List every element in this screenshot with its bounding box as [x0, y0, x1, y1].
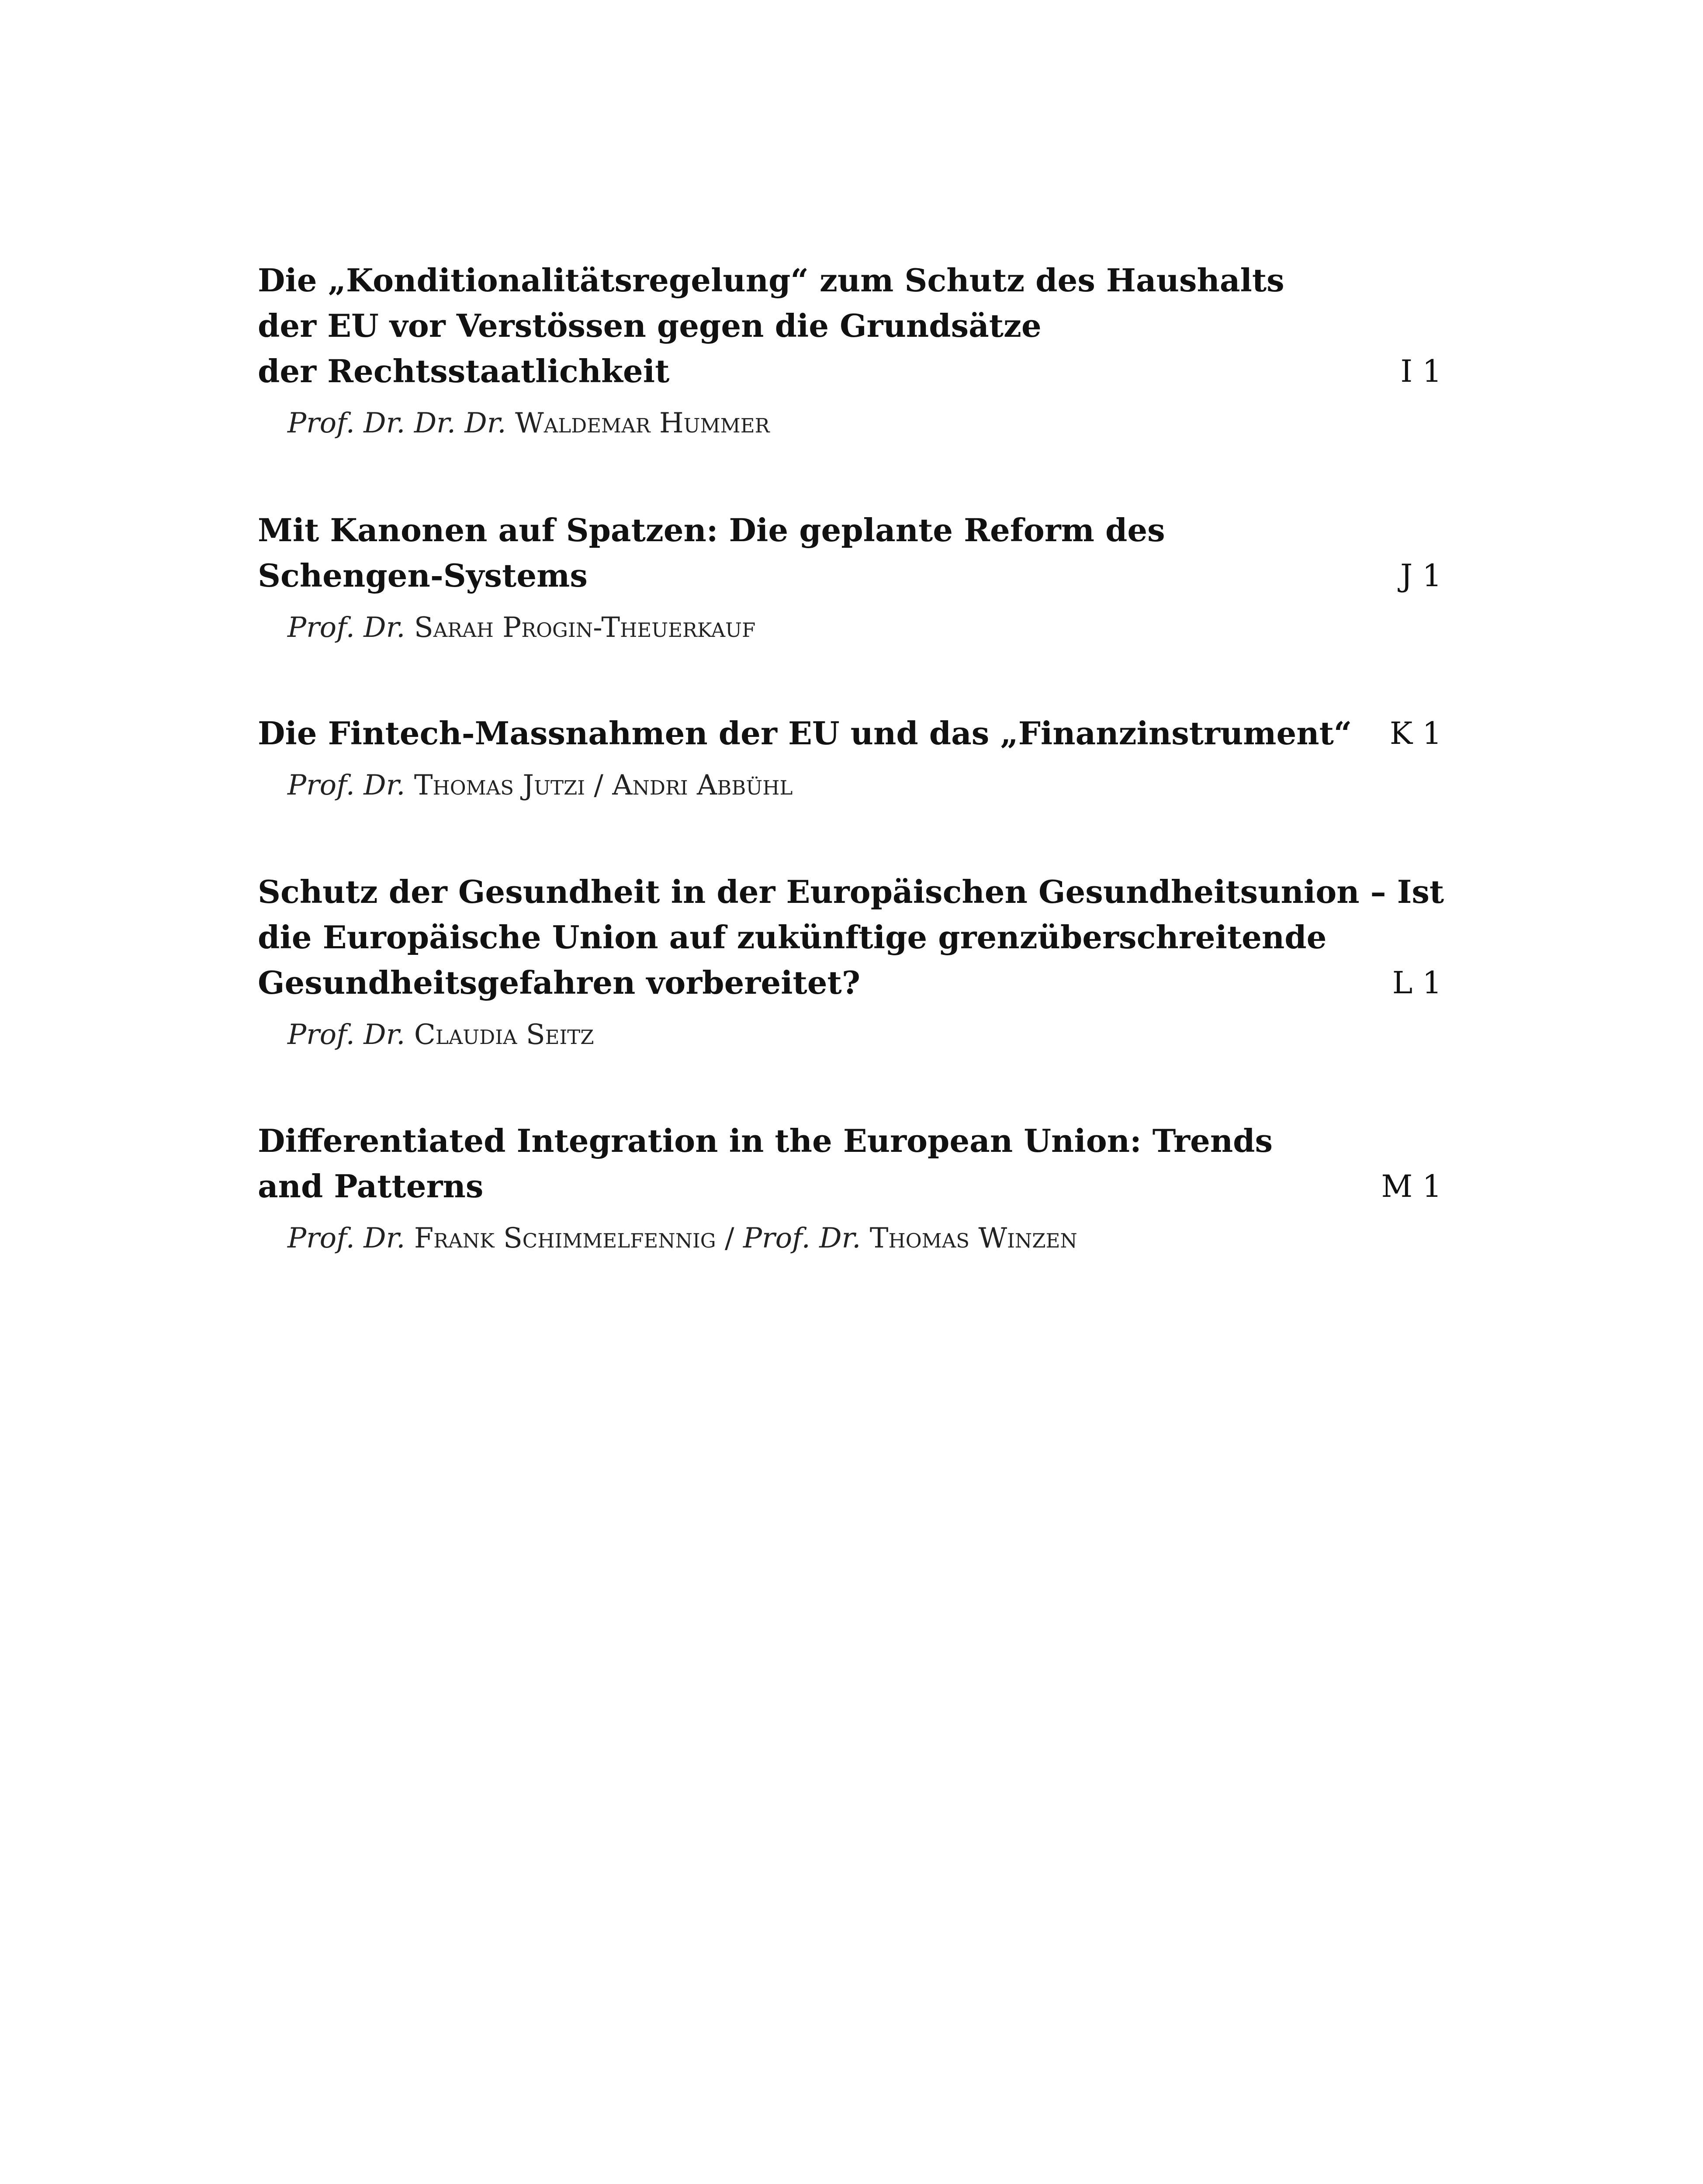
author-separator: /	[725, 1222, 743, 1254]
toc-entry-title-line: Differentiated Integration in the European Union: Trends	[258, 1122, 1273, 1159]
toc-entry-title	[258, 508, 1350, 598]
author-name: Sarah Progin-Theuerkauf	[414, 612, 756, 644]
author-title: Prof. Dr.	[287, 1222, 405, 1254]
author-name: Thomas Jutzi	[414, 769, 585, 802]
author-title: Prof. Dr.	[287, 769, 405, 802]
toc-entry-authors	[287, 1015, 1442, 1054]
toc-entry-1	[258, 258, 1442, 443]
toc-entry-title-line: Die Fintech-Massnahmen der EU und das „Finanzinstrument“	[258, 715, 1352, 752]
toc-entry-ref: J 1	[1400, 558, 1442, 594]
toc-entry-title-line: Schutz der Gesundheit in der Europäischen Gesundheitsunion – Ist	[258, 873, 1444, 910]
author-title: Prof. Dr.	[287, 612, 405, 644]
toc-entry-title-row	[258, 1118, 1442, 1209]
author-title: Prof. Dr. Dr. Dr.	[287, 407, 506, 439]
toc-entry-ref: K 1	[1389, 715, 1442, 751]
toc-entry-title-line: and Patterns	[258, 1168, 484, 1205]
toc-entry-authors	[287, 608, 1442, 647]
author-title: Prof. Dr.	[287, 1019, 405, 1051]
toc-entry-3	[258, 711, 1442, 805]
toc-entry-ref: L 1	[1392, 965, 1442, 1001]
toc-entry-title-row	[258, 258, 1442, 394]
author-name: Waldemar Hummer	[515, 407, 770, 439]
author-name: Frank Schimmelfennig	[414, 1222, 716, 1254]
author-name: Thomas Winzen	[869, 1222, 1077, 1254]
author-name: Claudia Seitz	[414, 1019, 594, 1051]
toc-entry-authors	[287, 404, 1442, 443]
author-separator: /	[594, 769, 613, 802]
toc-entry-title-line: Schengen-Systems	[258, 557, 588, 594]
toc-entry-title-row	[258, 711, 1442, 756]
toc-entry-title-line: Mit Kanonen auf Spatzen: Die geplante Reform des	[258, 511, 1165, 549]
toc-entry-title-line: der Rechtsstaatlichkeit	[258, 352, 670, 390]
toc-entry-authors	[287, 1219, 1442, 1258]
author-title: Prof. Dr.	[743, 1222, 861, 1254]
toc-entry-title-line: Gesundheitsgefahren vorbereitet?	[258, 964, 861, 1001]
toc-entry-ref: M 1	[1381, 1168, 1442, 1204]
toc-entry-title-row	[258, 869, 1442, 1006]
toc-entry-title	[258, 711, 1350, 756]
toc-entry-title-row	[258, 508, 1442, 598]
toc-entry-title-line: Die „Konditionalitätsregelung“ zum Schutz des Haushalts	[258, 262, 1284, 299]
toc-entry-2	[258, 508, 1442, 647]
toc-entry-title	[258, 1118, 1350, 1209]
author-name: Andri Abbühl	[612, 769, 793, 802]
toc-entry-title-line: die Europäische Union auf zukünftige grenzüberschreitende	[258, 919, 1327, 956]
toc-entry-4	[258, 869, 1442, 1054]
toc-entry-5	[258, 1118, 1442, 1258]
toc-entry-ref: I 1	[1400, 353, 1442, 389]
toc-entry-title	[258, 258, 1350, 394]
toc-entry-authors	[287, 766, 1442, 805]
toc-entry-title-line: der EU vor Verstössen gegen die Grundsätze	[258, 307, 1042, 344]
